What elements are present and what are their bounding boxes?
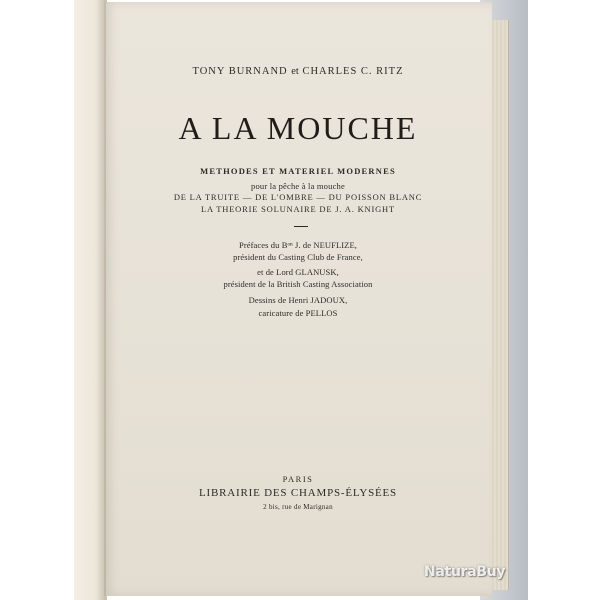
watermark-text: NaturaBuy	[424, 564, 506, 580]
publisher-name: LIBRAIRIE DES CHAMPS-ÉLYSÉES	[199, 487, 397, 499]
credit-line-3: et de Lord GLANUSK,	[257, 267, 339, 277]
credit-line-5: Dessins de Henri JADOUX,	[248, 295, 348, 305]
watermark-logo	[424, 562, 516, 584]
book-title: A LA MOUCHE	[178, 110, 418, 146]
publisher-city: PARIS	[282, 474, 314, 484]
gutter-shadow	[96, 0, 106, 600]
publisher-address: 2 bis, rue de Marignan	[263, 503, 333, 511]
title-page	[104, 2, 492, 596]
credit-line-1: Préfaces du Bᵒⁿ J. de NEUFLIZE,	[239, 240, 357, 250]
divider-rule	[294, 226, 308, 227]
subtitle-line-2: pour la pêche à la mouche	[251, 181, 345, 191]
credit-line-6: caricature de PELLOS	[258, 308, 338, 318]
subtitle-line-1: METHODES ET MATERIEL MODERNES	[200, 166, 396, 176]
credit-line-4: président de la British Casting Association	[223, 279, 373, 289]
author-second: CHARLES C. RITZ	[302, 66, 404, 77]
subtitle-line-3: DE LA TRUITE — DE L'OMBRE — DU POISSON BLANC	[173, 192, 423, 202]
author-first: TONY BURNAND	[192, 66, 288, 77]
author-conjunction: et	[291, 66, 299, 77]
authors-line	[104, 66, 492, 77]
credit-line-2: président du Casting Club de France,	[233, 252, 363, 262]
subtitle-line-4: LA THEORIE SOLUNAIRE DE J. A. KNIGHT	[201, 204, 395, 214]
